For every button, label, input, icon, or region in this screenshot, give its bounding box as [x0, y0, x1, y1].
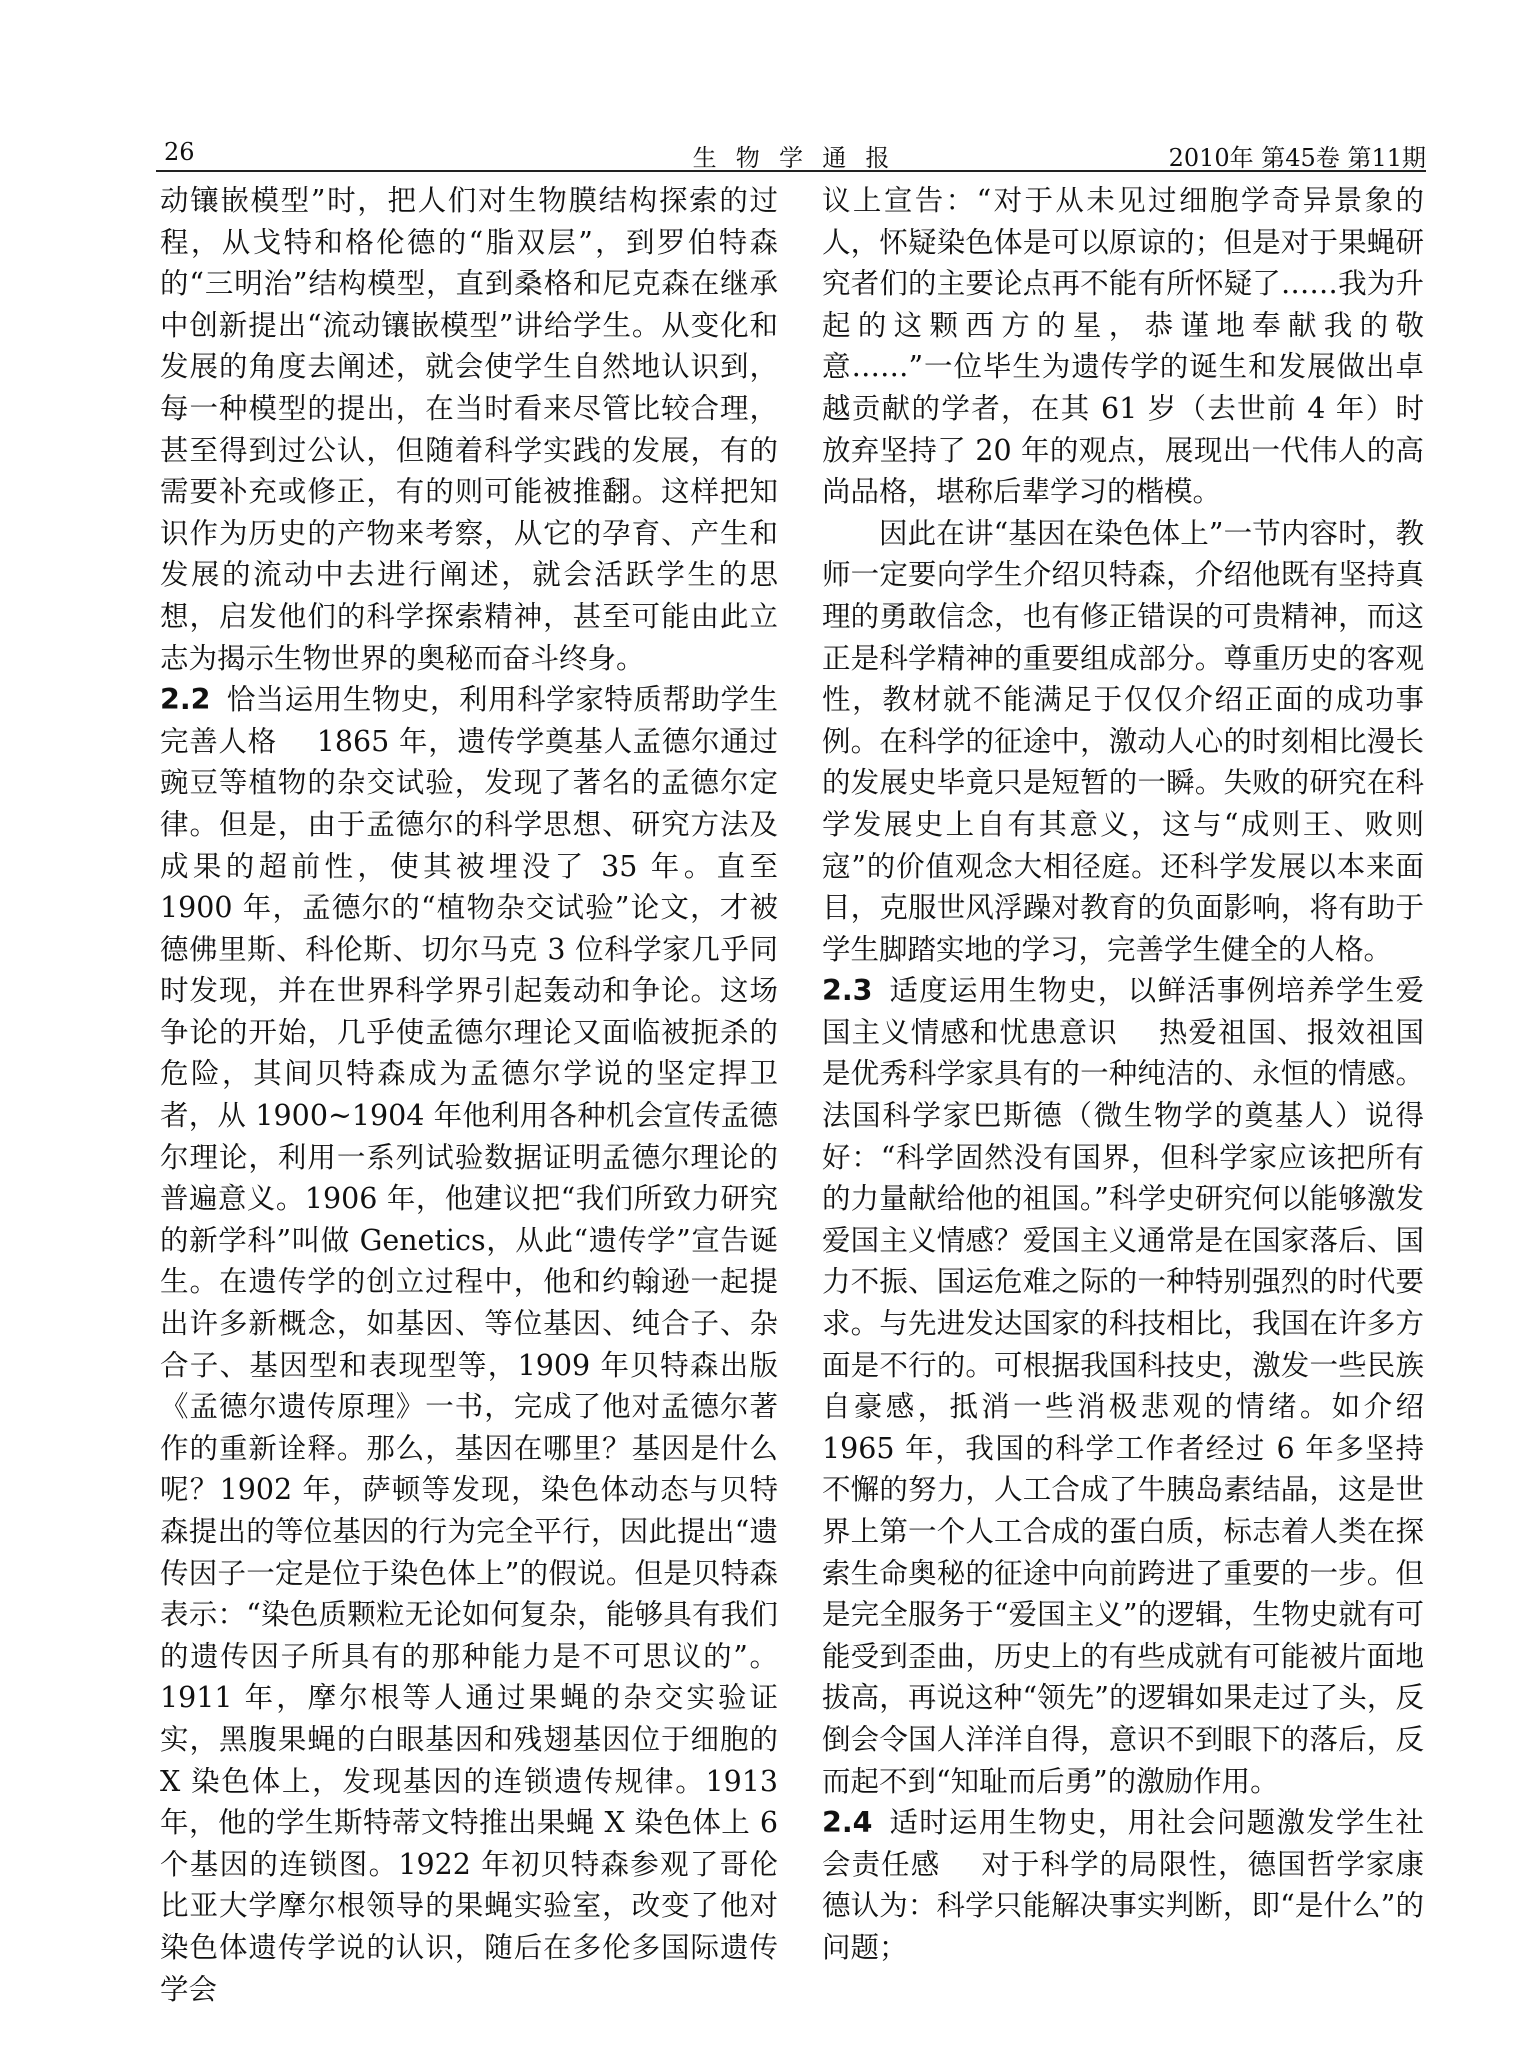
- page-number: 26: [164, 138, 195, 166]
- section-title: 恰当运用生物史，利用科学家特质帮助学生完善人格: [160, 683, 778, 758]
- paragraph: 因此在讲“基因在染色体上”一节内容时，教师一定要向学生介绍贝特森，介绍他既有坚持真理的勇敢信念，也有修正错误的可贵精神，而这正是科学精神的重要组成部分。尊重历史的客观性，教材就不能满足于仅仅介绍正面的成功事例。在科学的征途中，激动人心的时刻相比漫长的发展史毕竟只是短暂的一瞬。失败的研究在科学发展史上自有其意义，这与“成则王、败则寇”的价值观念大相径庭。还科学发展以本来面目，克服世风浮躁对教育的负面影响，将有助于学生脚踏实地的学习，完善学生健全的人格。: [822, 516, 1424, 966]
- section-2-3: [822, 970, 1424, 1802]
- issue-info: 2010年 第45卷 第11期: [1168, 144, 1426, 172]
- section-number: 2.2: [160, 683, 211, 717]
- section-body: 热爱祖国、报效祖国是优秀科学家具有的一种纯洁的、永恒的情感。法国科学家巴斯德（微生物学的奠基人）说得好：“科学固然没有国界，但科学家应该把所有的力量献给他的祖国。”科学史研究何以能够激发爱国主义情感？爱国主义通常是在国家落后、国力不振、国运危难之际的一种特别强烈的时代要求。与先进发达国家的科技相比，我国在许多方面是不行的。可根据我国科技史，激发一些民族自豪感，抵消一些消极悲观的情绪。如介绍 1965 年，我国的科学工作者经过 6 年多坚持不懈的努力，人工合成了牛胰岛素结晶，这是世界上第一个人工合成的蛋白质，标志着人类在探索生命奥秘的征途中向前跨进了重要的一步。但是完全服务于“爱国主义”的逻辑，生物史就有可能受到歪曲，历史上的有些成就有可能被片面地拔高，再说这种“领先”的逻辑如果走过了头，反倒会令国人洋洋自得，意识不到眼下的落后，反而起不到“知耻而后勇”的激励作用。: [822, 1015, 1424, 1798]
- section-2-2: [160, 679, 778, 2010]
- paragraph-continued: 动镶嵌模型”时，把人们对生物膜结构探索的过程，从戈特和格伦德的“脂双层”，到罗伯特森的“三明治”结构模型，直到桑格和尼克森在继承中创新提出“流动镶嵌模型”讲给学生。从变化和发展的角度去阐述，就会使学生自然地认识到，每一种模型的提出，在当时看来尽管比较合理，甚至得到过公认，但随着科学实践的发展，有的需要补充或修正，有的则可能被推翻。这样把知识作为历史的产物来考察，从它的孕育、产生和发展的流动中去进行阐述，就会活跃学生的思想，启发他们的科学探索精神，甚至可能由此立志为揭示生物世界的奥秘而奋斗终身。: [160, 184, 778, 675]
- section-body: 对于科学的局限性，德国哲学家康德认为：科学只能解决事实判断，即“是什么”的问题；: [822, 1847, 1424, 1964]
- journal-title: 生物学通报: [692, 144, 909, 172]
- header-rule: [156, 170, 1426, 172]
- right-column: [822, 180, 1424, 2010]
- section-title: 适度运用生物史，以鲜活事例培养学生爱国主义情感和忧患意识: [822, 974, 1424, 1049]
- left-column: [160, 180, 778, 2010]
- paragraph-continued: 议上宣告：“对于从未见过细胞学奇异景象的人，怀疑染色体是可以原谅的；但是对于果蝇研究者们的主要论点再不能有所怀疑了……我为升起的这颗西方的星，恭谨地奉献我的敬意……”一位毕生为遗传学的诞生和发展做出卓越贡献的学者，在其 61 岁（去世前 4 年）时放弃坚持了 20 年的观点，展现出一代伟人的高尚品格，堪称后辈学习的楷模。: [822, 184, 1424, 509]
- running-header: [156, 138, 1426, 172]
- section-body: 1865 年，遗传学奠基人孟德尔通过豌豆等植物的杂交试验，发现了著名的孟德尔定律。但是，由于孟德尔的科学思想、研究方法及成果的超前性，使其被埋没了 35 年。直至 1900 年，孟德尔的“植物杂交试验”论文，才被德佛里斯、科伦斯、切尔马克 3 位科学家几乎同时发现，并在世界科学界引起轰动和争论。这场争论的开始，几乎使孟德尔理论又面临被扼杀的危险，其间贝特森成为孟德尔学说的坚定捍卫者，从 1900~1904 年他利用各种机会宣传孟德尔理论，利用一系列试验数据证明孟德尔理论的普遍意义。1906 年，他建议把“我们所致力研究的新学科”叫做 Genetics，从此“遗传学”宣告诞生。在遗传学的创立过程中，他和约翰逊一起提出许多新概念，如基因、等位基因、纯合子、杂合子、基因型和表现型等，1909 年贝特森出版《孟德尔遗传原理》一书，完成了他对孟德尔著作的重新诠释。那么，基因在哪里？基因是什么呢？1902 年，萨顿等发现，染色体动态与贝特森提出的等位基因的行为完全平行，因此提出“遗传因子一定是位于染色体上”的假说。但是贝特森表示：“染色质颗粒无论如何复杂，能够具有我们的遗传因子所具有的那种能力是不可思议的”。1911 年，摩尔根等人通过果蝇的杂交实验证实，黑腹果蝇的白眼基因和残翅基因位于细胞的 X 染色体上，发现基因的连锁遗传规律。1913 年，他的学生斯特蒂文特推出果蝇 X 染色体上 6 个基因的连锁图。1922 年初贝特森参观了哥伦比亚大学摩尔根领导的果蝇实验室，改变了他对染色体遗传学说的认识，随后在多伦多国际遗传学会: [160, 724, 778, 2006]
- section-number: 2.3: [822, 974, 873, 1008]
- section-2-4: [822, 1802, 1424, 1968]
- section-number: 2.4: [822, 1806, 873, 1840]
- section-title: 适时运用生物史，用社会问题激发学生社会责任感: [822, 1806, 1424, 1881]
